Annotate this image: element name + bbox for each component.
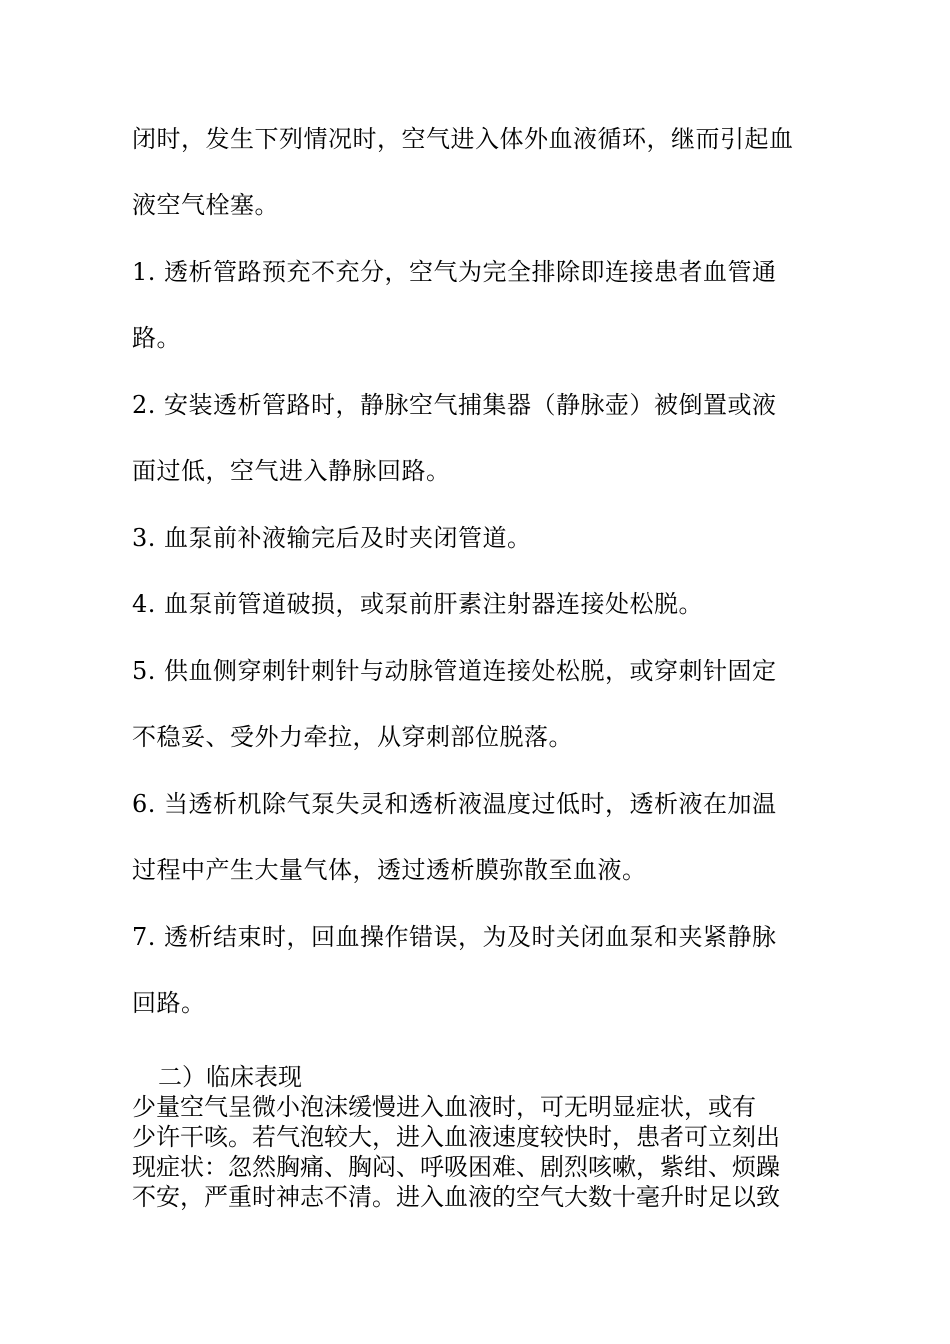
intro-line-2: 液空气栓塞。: [132, 191, 279, 219]
section-heading-clinical: 二）临床表现: [158, 1063, 302, 1091]
cause-item-1-line-2: 路。: [132, 324, 181, 352]
cause-item-5-line-1: 5. 供血侧穿刺针刺针与动脉管道连接处松脱，或穿刺针固定: [132, 657, 777, 685]
clinical-paragraph-line-4: 不安，严重时神志不清。进入血液的空气大数十毫升时足以致: [132, 1183, 780, 1211]
cause-item-7-line-1: 7. 透析结束时，回血操作错误，为及时关闭血泵和夹紧静脉: [132, 923, 777, 951]
cause-item-1-line-1: 1. 透析管路预充不充分，空气为完全排除即连接患者血管通: [132, 258, 777, 286]
clinical-paragraph-line-1: 少量空气呈微小泡沫缓慢进入血液时，可无明显症状，或有: [132, 1093, 756, 1121]
clinical-paragraph-line-2: 少许干咳。若气泡较大，进入血液速度较快时，患者可立刻出: [132, 1123, 780, 1151]
cause-item-4-line-1: 4. 血泵前管道破损，或泵前肝素注射器连接处松脱。: [132, 590, 704, 618]
clinical-paragraph-line-3: 现症状：忽然胸痛、胸闷、呼吸困难、剧烈咳嗽，紫绀、烦躁: [132, 1153, 780, 1181]
cause-item-7-line-2: 回路。: [132, 989, 206, 1017]
cause-item-2-line-2: 面过低，空气进入静脉回路。: [132, 457, 451, 485]
cause-item-6-line-2: 过程中产生大量气体，透过透析膜弥散至血液。: [132, 856, 647, 884]
intro-line-1: 闭时，发生下列情况时，空气进入体外血液循环，继而引起血: [132, 125, 794, 153]
cause-item-6-line-1: 6. 当透析机除气泵失灵和透析液温度过低时，透析液在加温: [132, 790, 777, 818]
cause-item-3-line-1: 3. 血泵前补液输完后及时夹闭管道。: [132, 524, 532, 552]
cause-item-2-line-1: 2. 安装透析管路时，静脉空气捕集器（静脉壶）被倒置或液: [132, 391, 777, 419]
cause-item-5-line-2: 不稳妥、受外力牵拉，从穿刺部位脱落。: [132, 723, 573, 751]
